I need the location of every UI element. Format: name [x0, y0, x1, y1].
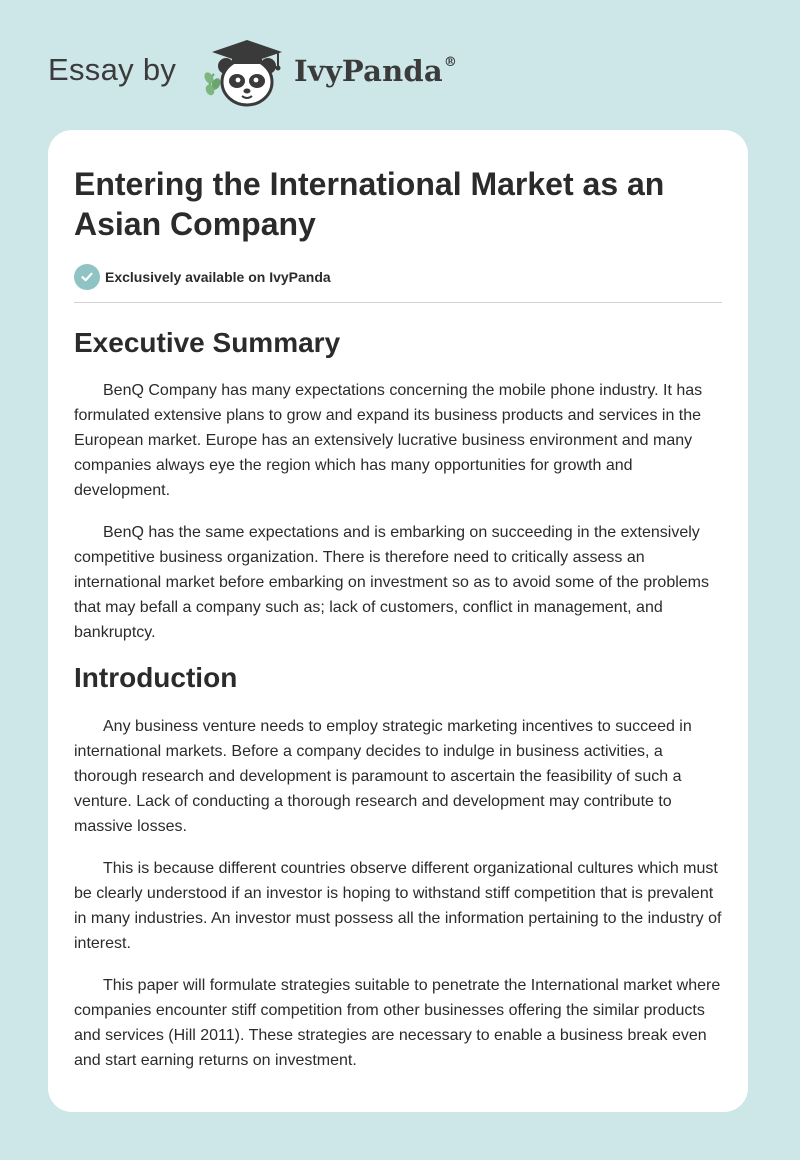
exclusive-badge-text: Exclusively available on IvyPanda: [105, 269, 331, 285]
registered-mark: ®: [443, 55, 458, 71]
essay-body: [74, 320, 722, 1073]
essay-card: [48, 130, 748, 1112]
paragraph: BenQ Company has many expectations concerning the mobile phone industry. It has formulated extensive plans to grow and expand its business products and services in the European market. Europe has an extensively lucrative business environment and many companies always eye the region which has many opportunities for growth and development.: [74, 382, 703, 499]
title-divider: [74, 302, 722, 303]
exclusive-badge: [74, 264, 331, 290]
brand-name[interactable]: [294, 54, 457, 88]
section-heading-introduction: Introduction: [74, 662, 238, 693]
section-heading-executive-summary: Executive Summary: [74, 327, 341, 358]
checkmark-icon: [74, 264, 100, 290]
paragraph: This paper will formulate strategies suitable to penetrate the International market where companies encounter stiff competition from other businesses offering the similar products and services (Hill 2011). These strategies are necessary to enable a business break even and start earning returns on investment.: [74, 977, 721, 1069]
site-header: [0, 0, 800, 130]
paragraph: Any business venture needs to employ strategic marketing incentives to succeed in international markets. Before a company decides to indulge in business activities, a thorough research and development is paramount to ascertain the feasibility of such a venture. Lack of conducting a thorough research and development may contribute to massive losses.: [74, 718, 692, 835]
essay-by-label: Essay by: [48, 52, 177, 87]
paragraph: This is because different countries observe different organizational cultures which must be clearly understood if an investor is hoping to withstand stiff competition that is prevalent in many industries. An investor must possess all the information pertaining to the industry of interest.: [74, 860, 722, 952]
panda-logo-icon[interactable]: [198, 34, 290, 110]
paragraph: BenQ has the same expectations and is embarking on succeeding in the extensively competitive business organization. There is therefore need to critically assess an international market before embarking on investment so as to avoid some of the problems that may befall a company such as; lack of customers, conflict in management, and bankruptcy.: [74, 524, 709, 641]
essay-title: Entering the International Market as an Asian Company: [74, 166, 665, 242]
brand-name-text: IvyPanda: [294, 54, 443, 88]
